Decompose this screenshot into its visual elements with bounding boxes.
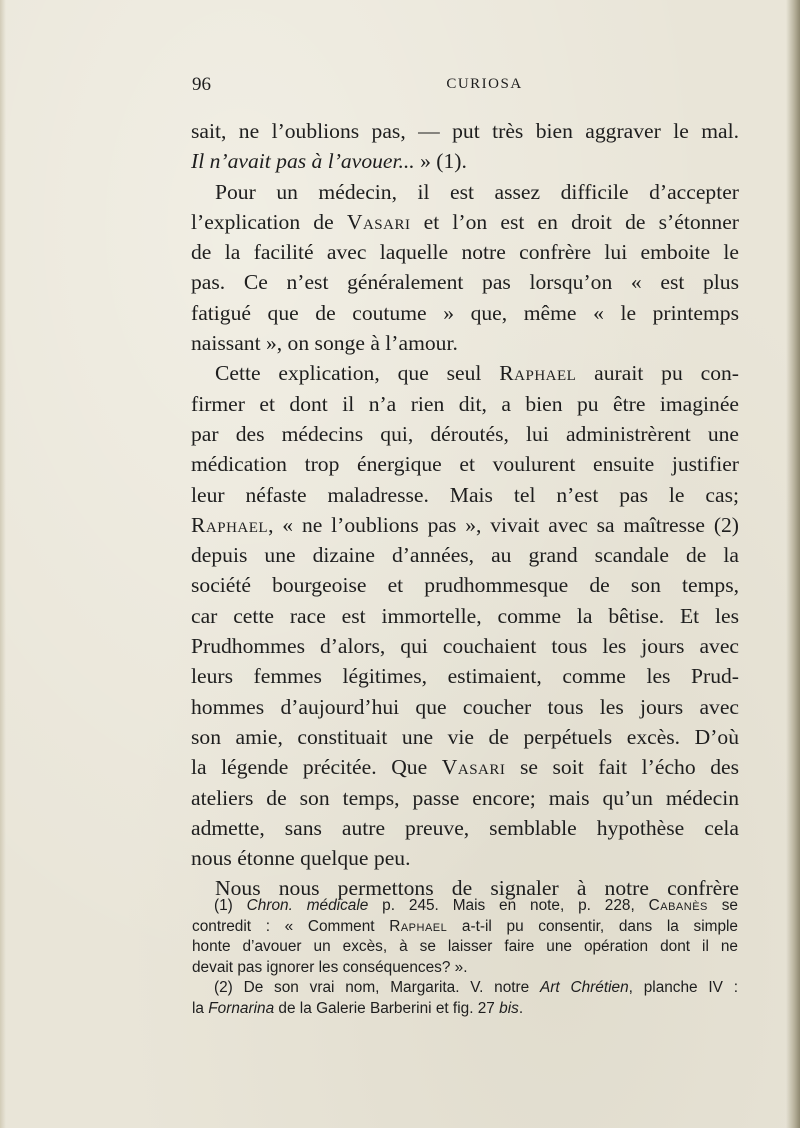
text-run: admette, sans autre preuve, semblable hypothèse cela [191,815,739,840]
text-line [191,752,739,782]
text-line [191,267,739,297]
text-line [191,570,739,600]
text-run: aurait pu con- [576,361,739,386]
italic-text: Fornarina [208,999,275,1017]
text-run: de la facilité avec laquelle notre confrère lui emboite le [191,240,739,265]
text-run: , « ne l’oublions pas », vivait avec sa maîtresse (2) [268,512,739,537]
text-run: et l’on est en droit de s’étonner [410,209,739,234]
text-run: Nous nous permettons de signaler à notre confrère [215,876,739,901]
text-line [191,783,739,813]
text-run: son amie, constituait une vie de perpétuels excès. D’où [191,724,739,749]
text-run: leurs femmes légitimes, estimaient, comme les Prud- [191,664,739,689]
text-run: nous étonne quelque peu. [191,846,411,871]
footnote-line [192,917,738,938]
page-edge-right [786,0,800,1128]
running-title: CURIOSA [446,76,523,92]
text-run: p. 245. Mais en note, p. 228, [368,897,649,914]
text-run: ateliers de son temps, passe encore; mais qu’un médecin [191,785,739,810]
text-run: hommes d’aujourd’hui que coucher tous les jours avec [191,694,739,719]
text-run: par des médecins qui, déroutés, lui administrèrent une [191,421,739,446]
text-run: fatigué que de coutume » que, même « le printemps [191,300,739,325]
running-head [192,74,737,104]
text-line [191,298,739,328]
footnote-line [192,937,738,958]
text-run: firmer et dont il n’a rien dit, a bien pu être imaginée [191,391,739,416]
text-line [191,116,739,146]
text-line [191,207,739,237]
small-caps-name: Vasari [441,755,506,780]
small-caps-name: Raphael [499,361,577,386]
footnote-line [192,999,738,1020]
text-run: naissant », on songe à l’amour. [191,331,458,356]
text-line [191,389,739,419]
text-run: devait pas ignorer les conséquences? ». [192,958,468,976]
text-line [191,419,739,449]
footnote-line [192,958,738,979]
italic-text: Chron. médicale [246,897,369,914]
italic-text: bis [499,999,519,1017]
page-shadow-left [0,0,6,1128]
text-line [191,843,739,873]
text-line [191,358,739,388]
text-run: , planche IV : [628,979,738,997]
text-run: Cette explication, que seul [215,361,500,386]
footnotes [192,896,738,1020]
text-run: pas. Ce n’est généralement pas lorsqu’on « est plus [191,270,739,295]
text-run: depuis une dizaine d’années, au grand scandale de la [191,543,739,568]
text-line [191,146,739,176]
text-run: médication trop énergique et voulurent ensuite justifier [191,452,739,477]
text-run: sait, ne l’oublions pas, — put très bien aggraver le mal. [191,119,739,143]
text-run: » (1). [414,149,467,174]
text-line [191,328,739,358]
footnote-line [192,978,738,999]
italic-text: Il n’avait pas à l’avouer... [191,149,415,174]
small-caps-name: Raphael [389,917,448,935]
text-run: la [192,999,209,1017]
text-run: a-t-il pu consentir, dans la simple [447,917,738,935]
text-line [191,692,739,722]
text-line [191,631,739,661]
small-caps-name: Raphael [191,512,269,537]
text-run: se soit fait l’écho des [505,755,739,780]
text-run: se [707,897,738,914]
text-line [191,540,739,570]
text-run: car cette race est immortelle, comme la bêtise. Et les [191,603,739,628]
text-run: Pour un médecin, il est assez difficile d’accepter [215,179,739,204]
text-run: (1) [214,897,247,914]
small-caps-name: Vasari [346,209,411,234]
italic-text: Art Chrétien [540,979,629,997]
text-run: (2) De son vrai nom, Margarita. V. notre [214,979,541,997]
text-run: leur néfaste maladresse. Mais tel n’est pas le cas; [191,482,739,507]
text-run: . [518,999,524,1017]
text-line [191,480,739,510]
body-text [191,116,739,904]
text-run: Prudhommes d’alors, qui couchaient tous les jours avec [191,634,739,659]
text-line [191,661,739,691]
text-line [191,449,739,479]
text-run: la légende précitée. Que [191,755,442,780]
text-run: contredit : « Comment [192,917,390,935]
text-line [191,601,739,631]
text-line [191,722,739,752]
text-line [191,177,739,207]
text-run: société bourgeoise et prudhommesque de son temps, [191,573,739,598]
text-line [191,237,739,267]
page-number: 96 [192,74,211,95]
footnote-line [192,896,738,917]
small-caps-name: Cabanès [648,897,708,914]
text-run: l’explication de [191,209,347,234]
text-line [191,510,739,540]
text-run: honte d’avouer un excès, à se laisser faire une opération dont il ne [192,938,738,956]
text-run: de la Galerie Barberini et fig. 27 [274,999,500,1017]
text-line [191,813,739,843]
